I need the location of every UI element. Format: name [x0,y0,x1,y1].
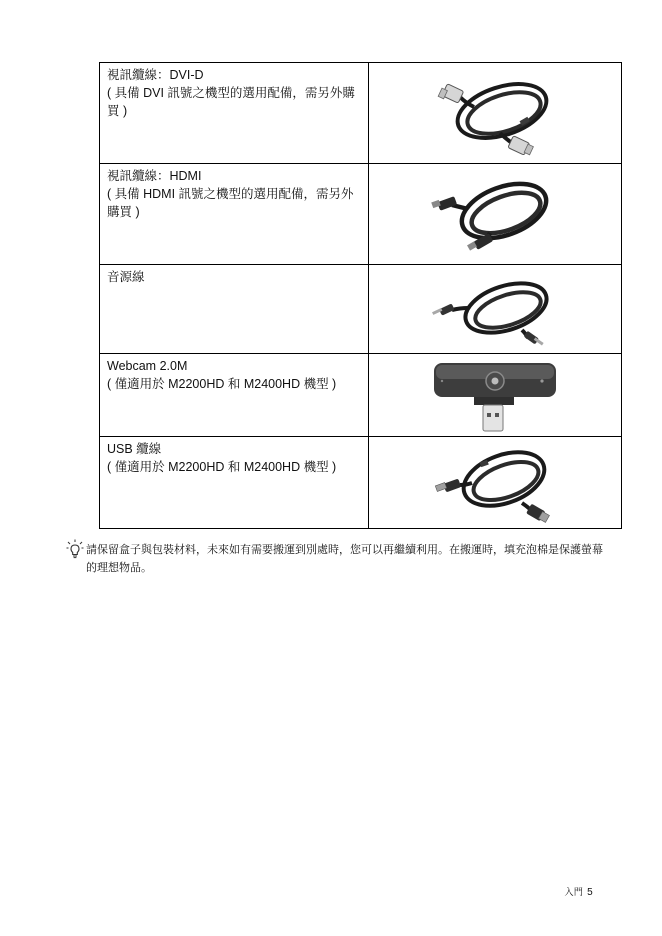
item-note: ( 具備 DVI 訊號之機型的選用配備，需另外購買 ) [107,86,355,118]
item-description [100,354,369,437]
item-description [100,437,369,529]
item-description [100,63,369,164]
table-row [100,265,622,354]
item-name: Webcam 2.0M [107,359,188,373]
lightbulb-tip-icon [66,539,84,559]
item-description [100,265,369,354]
item-picture-cell [369,437,622,529]
table-row [100,437,622,529]
item-note: ( 具備 HDMI 訊號之機型的選用配備，需另外購買 ) [107,187,354,219]
item-note: ( 僅適用於 M2200HD 和 M2400HD 機型 ) [107,460,337,474]
item-name: 音源線 [107,270,145,284]
page-number: 5 [587,887,593,898]
item-name: 視訊纜線：DVI-D [107,68,204,82]
dvi-cable-icon [430,67,560,159]
item-note: ( 僅適用於 M2200HD 和 M2400HD 機型 ) [107,377,337,391]
table-row [100,164,622,265]
page-footer [565,885,593,898]
tip-text: 請保留盒子與包裝材料，未來如有需要搬運到別處時，您可以再繼續利用。在搬運時，填充泡棉是保護螢幕的理想物品。 [86,544,603,574]
table-row [100,63,622,164]
hdmi-cable-icon [430,171,560,257]
table-row [100,354,622,437]
audio-cable-icon [430,270,560,348]
item-picture-cell [369,63,622,164]
item-picture-cell [369,265,622,354]
accessories-table [99,62,622,529]
item-picture-cell [369,164,622,265]
item-picture-cell [369,354,622,437]
footer-section-title: 入門 [564,887,584,897]
item-name: USB 纜線 [107,442,162,456]
usb-cable-icon [430,441,560,525]
webcam-icon [430,357,560,433]
item-description [100,164,369,265]
item-name: 視訊纜線：HDMI [107,169,202,183]
